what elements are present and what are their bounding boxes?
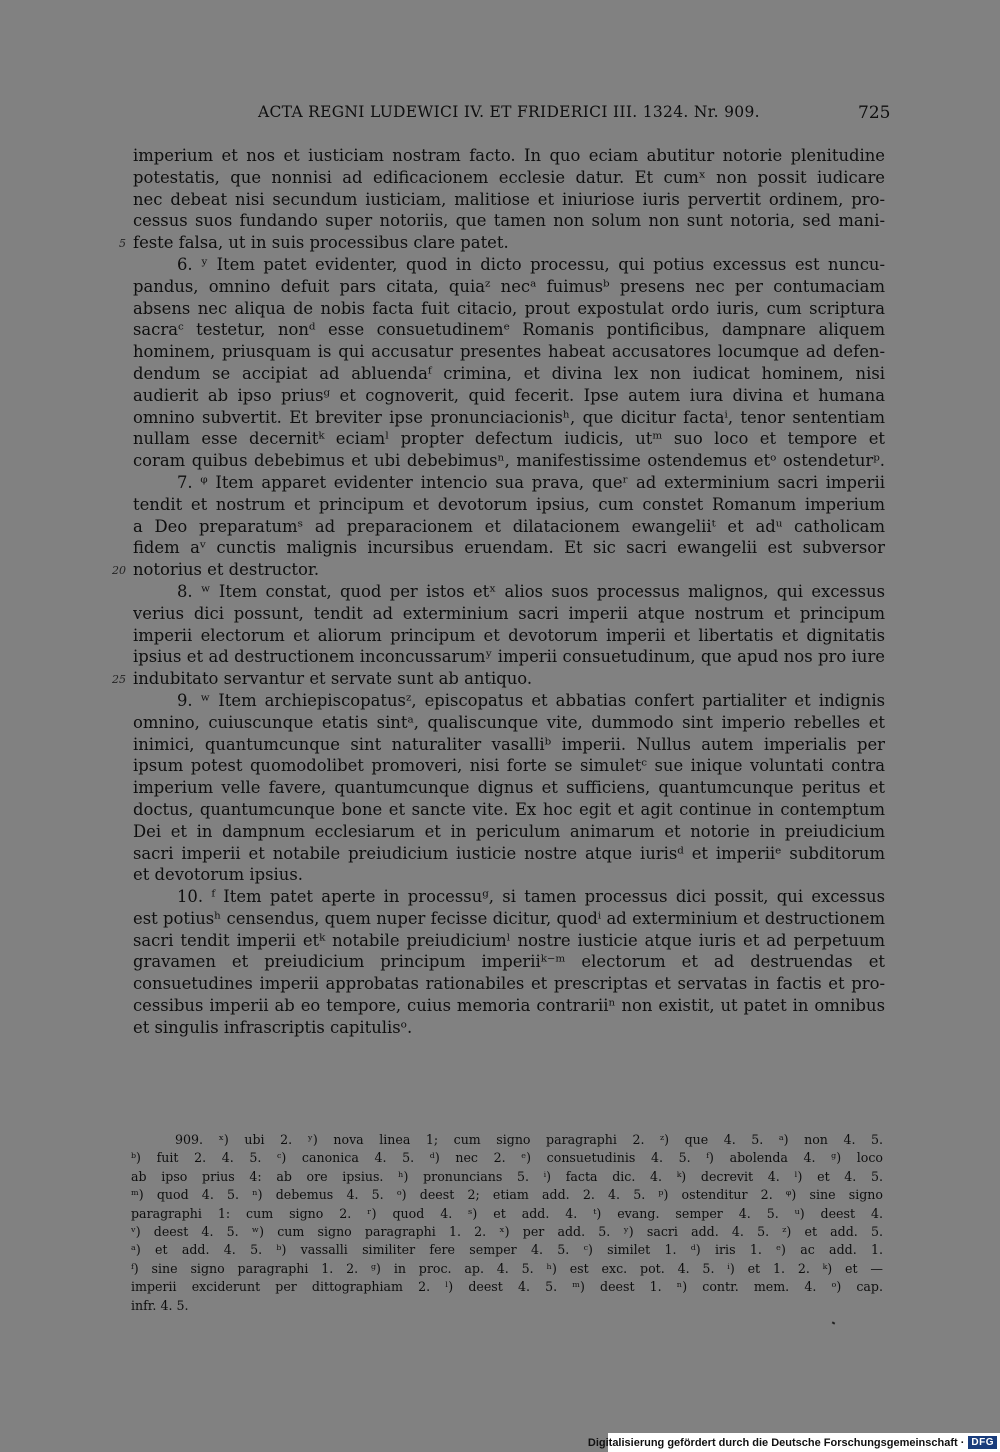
line-text: imperii electorum et aliorum principum et devotorum imperii et libertatis et dignitatis (133, 625, 885, 645)
line-number: 5 (119, 237, 126, 251)
note-line (131, 1241, 883, 1259)
line-text: consuetudines imperii approbatas rationabiles et prescriptas et servatas in factis et pro- (133, 974, 885, 994)
line-text: ᶠ) sine signo paragraphi 1. 2. ᵍ) in proc. ap. 4. 5. ʰ) est exc. pot. 4. 5. ⁱ) et 1. 2. ᵏ) et — (131, 1260, 883, 1276)
text-line (133, 1017, 885, 1039)
note-line (131, 1278, 883, 1296)
digitization-credit-bar (587, 1433, 1000, 1452)
text-line (133, 516, 885, 538)
running-title: ACTA REGNI LUDEWICI IV. ET FRIDERICI III. 1324. Nr. 909. (258, 103, 760, 121)
text-line (133, 428, 885, 450)
line-text: gravamen et preiudicium principum imperiiᵏ⁻ᵐ electorum et ad destruendas et (133, 952, 885, 972)
text-line (133, 189, 885, 211)
line-text: omnino, cuiuscunque etatis sintᵃ, qualiscunque vite, dummodo sint imperio rebelles et (133, 712, 885, 732)
main-text (112, 145, 885, 1039)
line-text: dendum se accipiat ad abluendaᶠ crimina, et divina lex non iudicat hominem, nisi (133, 363, 885, 383)
line-text: absens nec aliqua de nobis facta fuit citacio, prout expostulat ordo iuris, cum scriptura (133, 298, 885, 318)
line-text: imperii exciderunt per dittographiam 2. ˡ) deest 4. 5. ᵐ) deest 1. ⁿ) contr. mem. 4. ᵒ) cap. (131, 1279, 883, 1295)
text-line (133, 886, 885, 908)
note-line (131, 1186, 883, 1204)
line-text: fidem aᵛ cunctis malignis incursibus eruendam. Et sic sacri ewangelii est subversor (133, 538, 885, 558)
line-text: infr. 4. 5. (131, 1297, 189, 1313)
line-text: nullam esse decernitᵏ eciamˡ propter defectum iudicis, utᵐ suo loco et tempore et (133, 429, 885, 449)
text-line (133, 167, 885, 189)
text-line (133, 210, 885, 232)
line-text: 909. ˣ) ubi 2. ʸ) nova linea 1; cum signo paragraphi 2. ᶻ) que 4. 5. ᵃ) non 4. 5. (175, 1132, 883, 1147)
scan-speck (832, 1321, 836, 1324)
line-text: ᵇ) fuit 2. 4. 5. ᶜ) canonica 4. 5. ᵈ) nec 2. ᵉ) consuetudinis 4. 5. ᶠ) abolenda 4. ᵍ) loco (131, 1150, 883, 1166)
text-line (133, 450, 885, 472)
line-text: 7. ᵠ Item apparet evidenter intencio sua prava, queʳ ad exterminium sacri imperii (177, 472, 885, 492)
line-text: sacri imperii et notabile preiudicium iusticie nostre atque iurisᵈ et imperiiᵉ subditorum (133, 843, 885, 863)
text-line (133, 298, 885, 320)
text-line (133, 712, 885, 734)
text-line (119, 232, 885, 254)
line-text: 10. ᶠ Item patet aperte in processuᵍ, si tamen processus dici possit, qui excessus (177, 887, 885, 907)
line-text: 6. ʸ Item patet evidenter, quod in dicto processu, qui potius excessus est nuncu- (177, 254, 885, 274)
line-text: 9. ʷ Item archiepiscopatusᶻ, episcopatus et abbatias confert partialiter et indignis (177, 690, 885, 710)
note-line (131, 1205, 883, 1223)
line-text: imperium et nos et iusticiam nostram facto. In quo eciam abutitur notorie plenitudine (133, 146, 885, 165)
text-line (133, 254, 885, 276)
text-line (133, 646, 885, 668)
line-text: pandus, omnino defuit pars citata, quiaᶻ necᵃ fuimusᵇ presens nec per contumaciam (133, 276, 885, 296)
line-text: feste falsa, ut in suis processibus clare patet. (133, 233, 509, 253)
text-line (133, 755, 885, 777)
note-line (131, 1260, 883, 1278)
text-line (133, 537, 885, 559)
dfg-logo: DFG (968, 1436, 997, 1449)
line-text: cessus suos fundando super notoriis, que tamen non solum non sunt notoria, sed mani- (133, 211, 885, 231)
text-line (133, 276, 885, 298)
text-line (133, 385, 885, 407)
text-line (133, 494, 885, 516)
line-text: imperium velle favere, quantumcunque dignus et sufficiens, quantumcunque peritus et (133, 778, 885, 798)
line-text: sacraᶜ testetur, nonᵈ esse consuetudinemᵉ Romanis pontificibus, dampnare aliquem (133, 320, 885, 340)
line-text: tendit et nostrum et principum et devotorum ipsius, cum constet Romanum imperium (133, 494, 885, 514)
line-text: ab ipso prius 4: ab ore ipsius. ʰ) pronuncians 5. ⁱ) facta dic. 4. ᵏ) decrevit 4. ˡ) et 4. 5. (131, 1168, 883, 1184)
line-text: sacri tendit imperii etᵏ notabile preiudiciumˡ nostre iusticie atque iuris et ad perpetuum (133, 930, 885, 950)
note-line (131, 1297, 883, 1315)
line-text: coram quibus debebimus et ubi debebimusⁿ, manifestissime ostendemus etᵒ ostendeturᵖ. (133, 451, 885, 471)
text-line (133, 864, 885, 886)
text-line (112, 559, 885, 581)
line-text: potestatis, que nonnisi ad edificacionem ecclesie datur. Et cumˣ non possit iudicare (133, 167, 885, 187)
line-text: ᵃ) et add. 4. 5. ᵇ) vassalli similiter fere semper 4. 5. ᶜ) similet 1. ᵈ) iris 1. ᵉ) ac add. 1. (131, 1242, 883, 1258)
text-line (133, 951, 885, 973)
line-text: est potiusʰ censendus, quem nuper fecisse dicitur, quodⁱ ad exterminium et destructionem (133, 908, 885, 928)
text-line (112, 668, 885, 690)
text-line (133, 581, 885, 603)
text-line (133, 363, 885, 385)
line-text: hominem, priusquam is qui accusatur presentes habeat accusatores locumque ad defen- (133, 342, 885, 362)
text-line (133, 799, 885, 821)
text-line (133, 472, 885, 494)
text-line (133, 341, 885, 363)
line-number: 25 (112, 673, 126, 687)
line-text: nec debeat nisi secundum iusticiam, malitiose et iniuriose iuris pervertit ordinem, pro- (133, 189, 885, 209)
text-line (133, 821, 885, 843)
line-text: inimici, quantumcunque sint naturaliter vasalliᵇ imperii. Nullus autem imperialis per (133, 734, 885, 754)
text-line (133, 973, 885, 995)
text-line (133, 777, 885, 799)
line-text: a Deo preparatumˢ ad preparacionem et dilatacionem ewangeliiᵗ et adᵘ catholicam (133, 516, 885, 536)
line-number: 20 (112, 564, 126, 578)
page-number: 725 (858, 103, 891, 123)
note-line (131, 1223, 883, 1241)
text-line (133, 995, 885, 1017)
note-line (131, 1168, 883, 1186)
line-text: cessibus imperii ab eo tempore, cuius memoria contrariiⁿ non existit, ut patet in omnibus (133, 996, 885, 1016)
text-line (133, 930, 885, 952)
text-line (133, 407, 885, 429)
line-text: ipsum potest quomodolibet promoveri, nisi forte se simuletᶜ sue inique voluntati contra (133, 756, 885, 776)
critical-apparatus (131, 1131, 883, 1315)
text-line (133, 625, 885, 647)
line-text: ᵛ) deest 4. 5. ʷ) cum signo paragraphi 1. 2. ˣ) per add. 5. ʸ) sacri add. 4. 5. ᶻ) et add. 5. (131, 1223, 883, 1239)
text-line (133, 908, 885, 930)
text-line (133, 690, 885, 712)
line-text: audierit ab ipso priusᵍ et cognoverit, quid fecerit. Ipse autem iura divina et humana (133, 385, 885, 405)
line-text: et singulis infrascriptis capitulisᵒ. (133, 1017, 413, 1037)
note-line (131, 1149, 883, 1167)
text-line (133, 145, 885, 167)
line-text: et devotorum ipsius. (133, 865, 303, 885)
line-text: verius dici possunt, tendit ad exterminium sacri imperii atque nostrum et principum (133, 603, 885, 623)
page-header (0, 101, 1000, 127)
text-line (133, 319, 885, 341)
line-text: omnino subvertit. Et breviter ipse pronunciacionisʰ, que dicitur factaⁱ, tenor sententiam (133, 407, 885, 427)
line-text: paragraphi 1: cum signo 2. ʳ) quod 4. ˢ) et add. 4. ᵗ) evang. semper 4. 5. ᵘ) deest 4. (131, 1205, 883, 1221)
line-text: 8. ʷ Item constat, quod per istos etˣ alios suos processus malignos, qui excessus (177, 581, 885, 601)
line-text: notorius et destructor. (133, 560, 320, 580)
line-text: ᵐ) quod 4. 5. ⁿ) debemus 4. 5. ᵒ) deest 2; etiam add. 2. 4. 5. ᵖ) ostenditur 2. ᵠ) sine signo (131, 1187, 883, 1203)
note-line (131, 1131, 883, 1149)
line-text: Dei et in dampnum ecclesiarum et in periculum animarum et notorie in preiudicium (133, 821, 885, 841)
line-text: doctus, quantumcunque bone et sancte vite. Ex hoc egit et agit continue in contemptum (133, 799, 885, 819)
text-line (133, 734, 885, 756)
text-line (133, 843, 885, 865)
line-text: ipsius et ad destructionem inconcussarumʸ imperii consuetudinum, que apud nos pro iure (133, 647, 885, 667)
text-line (133, 603, 885, 625)
credit-text: Digitalisierung gefördert durch die Deutsche Forschungsgemeinschaft · (587, 1436, 965, 1449)
line-text: indubitato servantur et servate sunt ab antiquo. (133, 669, 533, 689)
